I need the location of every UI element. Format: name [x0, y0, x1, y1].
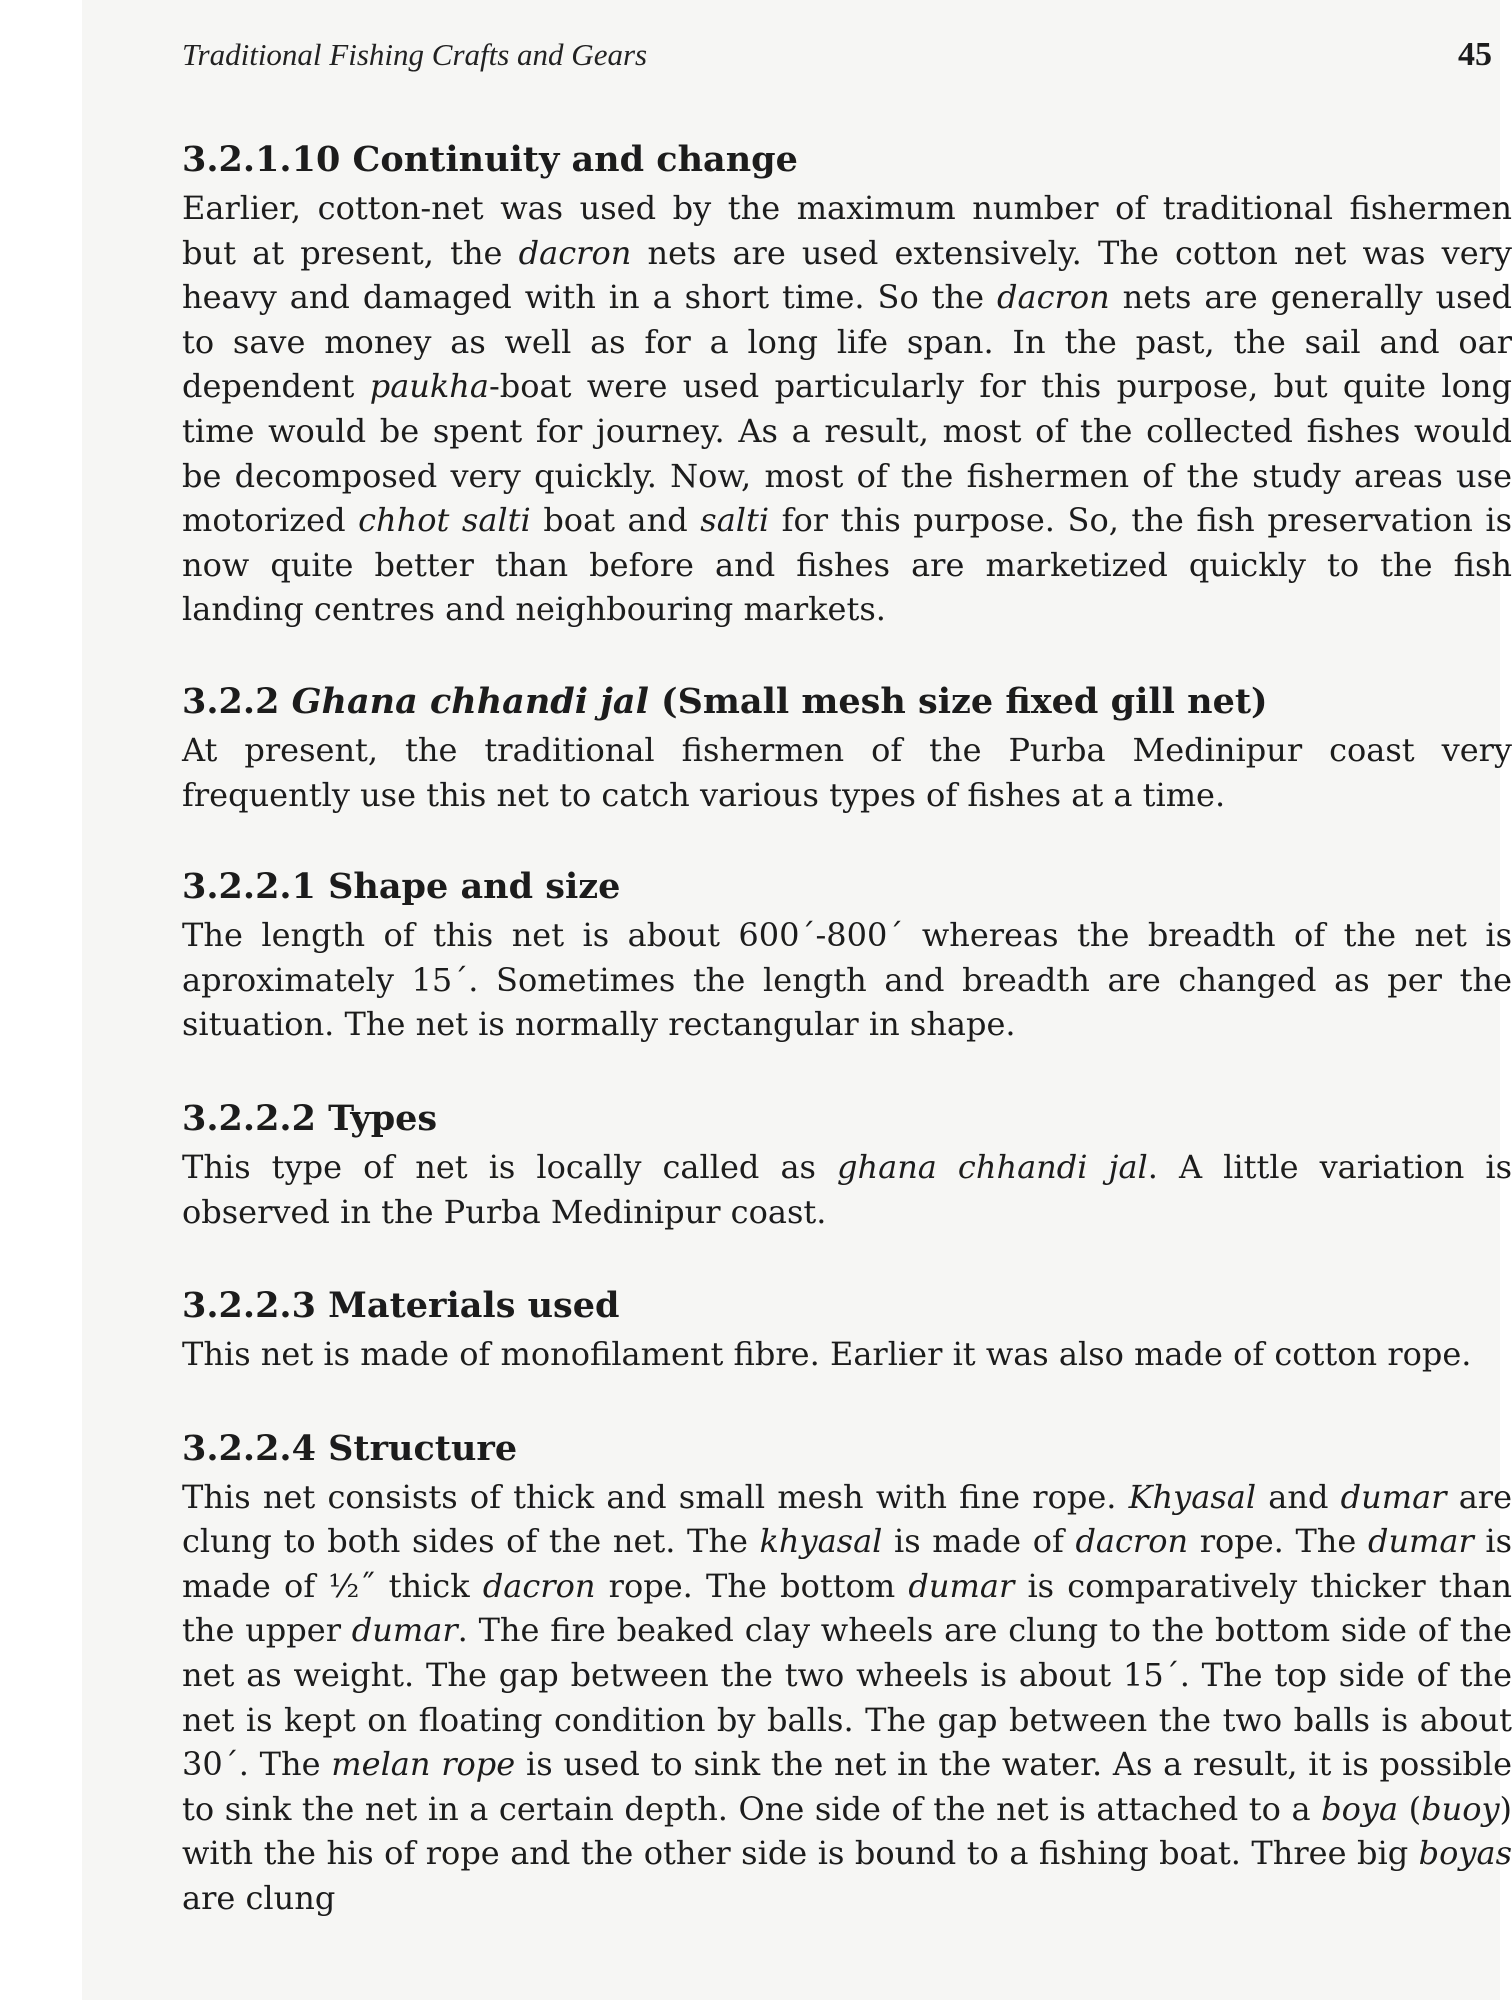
text-run: rope. The bottom [595, 1566, 909, 1605]
text-run: is comparatively thicker than the upper [182, 1566, 1512, 1650]
section-heading-shape-and-size: 3.2.2.1 Shape and size [182, 866, 621, 908]
paragraph-materials-used [182, 1332, 1512, 1377]
italic-term: dumar [908, 1566, 1015, 1605]
paragraph-shape-and-size [182, 913, 1512, 1047]
text-run: and [1256, 1477, 1341, 1516]
text-run: are clung [182, 1879, 336, 1918]
italic-term: salti [700, 501, 770, 540]
text-run: 3.2.2 [182, 680, 292, 722]
running-title: Traditional Fishing Crafts and Gears [182, 37, 648, 72]
text-run: ) with the his of rope and the other side is bound to a fishing boat. Three big [182, 1789, 1512, 1873]
italic-term: dumar [1367, 1522, 1474, 1561]
italic-term: boyas [1418, 1834, 1512, 1873]
italic-term: ghana chhandi jal [837, 1147, 1148, 1186]
text-run: . The fire beaked clay wheels are clung to the bottom side of the net as weight. The gap between the two wheels is about 15´. The top side of the net is kept on floating condition by balls. The gap between the two balls is about 30´. The [182, 1611, 1512, 1784]
text-run: for this purpose. So, the fish preservation is now quite better than before and fishes are marketized quickly to the fish landing centres and neighbouring markets. [182, 501, 1512, 629]
text-run: This net consists of thick and small mesh with fine rope. [182, 1477, 1129, 1516]
italic-term: dacron [482, 1566, 596, 1605]
paragraph-structure [182, 1475, 1512, 1921]
italic-term: Ghana chhandi jal [291, 680, 649, 722]
page-number: 45 [1458, 36, 1492, 73]
text-run: ( [1398, 1789, 1422, 1828]
text-run: are clung to both sides of the net. The [182, 1477, 1512, 1561]
italic-term: chhot salti [358, 501, 531, 540]
italic-term: melan rope [331, 1745, 516, 1784]
text-run: (Small mesh size fixed gill net) [648, 680, 1268, 722]
text-run: is made of ½˝ thick [182, 1522, 1512, 1605]
text-run: At present, the traditional fishermen of the Purba Medinipur coast very frequently use this net to catch various types of fishes at a time. [182, 730, 1512, 814]
page-content [182, 36, 1512, 1921]
italic-term: paukha [369, 367, 489, 406]
italic-term: dumar [1340, 1477, 1447, 1516]
italic-term: boya [1321, 1789, 1399, 1828]
section-heading-ghana-chhandi-jal [182, 676, 1512, 728]
section-heading-structure: 3.2.2.4 Structure [182, 1427, 518, 1469]
italic-term: dacron [518, 233, 632, 272]
text-run: This net is made of monofilament fibre. Earlier it was also made of cotton rope. [182, 1335, 1472, 1374]
text-run: nets are generally used to save money as well as for a long life span. In the past, the sail and oar dependent [182, 278, 1512, 406]
text-run: Earlier, cotton-net was used by the maximum number of traditional fishermen but at present, the [182, 189, 1512, 272]
italic-term: dumar [351, 1611, 458, 1650]
paragraph-continuity-and-change [182, 186, 1512, 632]
text-run: rope. The [1188, 1522, 1368, 1561]
italic-term: dacron [1075, 1522, 1189, 1561]
text-run: is used to sink the net in the water. As a result, it is possible to sink the net in a certain depth. One side of the net is attached to a [182, 1745, 1512, 1828]
italic-term: buoy [1421, 1789, 1500, 1828]
text-run: . A little variation is observed in the Purba Medinipur coast. [182, 1147, 1512, 1231]
text-run: -boat were used particularly for this purpose, but quite long time would be spent for journey. As a result, most of the collected fishes would be decomposed very quickly. Now, most of the fishermen of the study areas use motorized [182, 367, 1512, 540]
paragraph-types [182, 1145, 1512, 1234]
text-run: boat and [530, 501, 701, 540]
book-page [82, 0, 1512, 2000]
paragraph-ghana-chhandi-jal [182, 728, 1512, 817]
italic-term: khyasal [759, 1522, 883, 1561]
text-run: The length of this net is about 600´-800´ whereas the breadth of the net is aproximately 15´. Sometimes the length and breadth are changed as per the situation. The net is normally rectangular in shape. [182, 916, 1512, 1044]
italic-term: dacron [997, 278, 1110, 317]
text-run: is made of [882, 1522, 1076, 1561]
section-heading-types: 3.2.2.2 Types [182, 1097, 438, 1139]
text-run: This type of net is locally called as [182, 1147, 838, 1186]
section-heading-materials-used: 3.2.2.3 Materials used [182, 1285, 620, 1327]
text-run: nets are used extensively. The cotton net was very heavy and damaged with in a short time. So the [182, 233, 1512, 317]
italic-term: Khyasal [1128, 1477, 1257, 1516]
running-header [182, 36, 1512, 92]
section-heading-continuity-and-change: 3.2.1.10 Continuity and change [182, 139, 798, 180]
